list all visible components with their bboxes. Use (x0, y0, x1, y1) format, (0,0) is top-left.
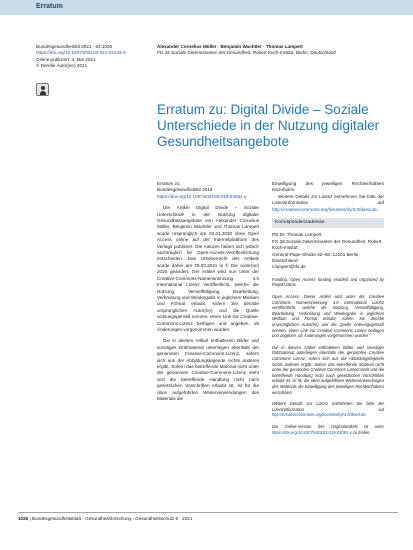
copyright-line: © Der/die Autor(en) 2021 (36, 63, 88, 69)
section-heading: Korrespondenzadresse (272, 218, 384, 228)
paragraph: Einwilligung des jeweiligen Rechteinhabers einzuholen. (272, 181, 384, 193)
body-column-right (272, 181, 384, 435)
contact-street: General-Pape-Straße 62–66, 12101 Berlin, Deutschland (272, 251, 360, 264)
published-date: Online publiziert: 4. Mai 2021 (36, 56, 96, 62)
contact-affiliation: FG 28 Soziale Determinanten der Gesundheit, Robert Koch-Institut (272, 238, 382, 251)
section-band (0, 0, 413, 15)
online-version-note (272, 424, 384, 435)
contact-name: PD Dr. Thomas Lampert (272, 232, 322, 238)
punctuation: . (376, 206, 379, 212)
online-version-end: zu finden. (351, 429, 371, 435)
online-version-link[interactable]: https://doi.org/10.1007/s00103-019-03081-y (272, 429, 352, 435)
author-block (157, 44, 397, 57)
page-footer (18, 516, 398, 522)
license-text: Weitere Details zur Lizenz entnehmen Sie bitte der Lizenzinformation auf (272, 193, 384, 206)
paragraph: Der Artikel Digital Divide – Soziale Unterschiede in der Nutzung digitaler Gesundheitsangebote von Alexander Cornelius Müller, Benjamin Wachtler und Thomas Lampert wurde ursprünglich am 03.01.2020 ohne Open Access online auf der Internetplattform des Verlags publiziert. Die Autoren haben sich jedoch nachträglich für Open-Access-Veröffentlichung entschieden. Das Urheberrecht des Artikels wurde daher am 29.03.2021 in © Die Autor(en) 2020 geändert. Der Artikel wird nun unter der Creative-Commons-Namensnennung 4.0 International Lizenz veröffentlicht, welche die Nutzung, Vervielfältigung, Bearbeitung, Verbreitung und Wiedergabe in jeglichem Medium und Format erlaubt, sofern Sie den/die ursprünglichen Autor(en) und die Quelle ordnungsgemäß nennen, einen Link zur Creative-Commons-Lizenz beifügen und angeben, ob Änderungen vorgenommen wurden. (157, 205, 259, 332)
online-version-text: Die Online-Version des Originalartikels ist unter (272, 423, 384, 429)
authors: Alexander Cornelius Müller · Benjamin Wachtler · Thomas Lampert (157, 44, 303, 49)
article-title: Erratum zu: Digital Divide – Soziale Unterschiede in der Nutzung digitaler Gesundheitsangebote (157, 102, 380, 149)
paragraph: Die in diesem Artikel enthaltenen Bilder und sonstiges Drittmaterial unterliegen ebenfalls der genannten Creative-Commons-Lizenz, sofern sich aus der Abbildungslegende nichts anderes ergibt. Sofern das betreffende Material nicht unter der genannten Creative-Commons-Lizenz steht und die betreffende Handlung nicht nach gesetzlichen Vorschriften erlaubt ist, ist für die oben aufgeführten Weiterverwendungen des Materials die (157, 338, 259, 401)
journal-name: Bundesgesundheitsblatt - Gesundheitsforschung - Gesundheitsschutz 8 · 2021 (32, 516, 193, 521)
erratum-to-label: Erratum zu: (157, 181, 181, 186)
footer-divider (18, 512, 398, 513)
license-note-link[interactable]: http://creativecommons.org/licenses/by/4.0/deed.de (272, 412, 366, 418)
license-note-text: Weitere Details zur Lizenz entnehmen Sie bitte der Lizenzinformation auf (272, 401, 384, 412)
page-number: 1026 (18, 516, 29, 521)
license-link[interactable]: http://creativecommons.org/licenses/by/4.0/deed.de (272, 206, 377, 212)
original-doi-link[interactable]: https://doi.org/10.1007/s00103-019-03081-y (157, 193, 247, 199)
affiliation: FG 28 Soziale Determinanten der Gesundheit, Robert Koch-Institut, Berlin, Deutschland (157, 50, 336, 56)
open-access-note: Open Access. Dieser Artikel wird unter der Creative Commons Namensnennung 4.0 International Lizenz veröffentlicht, welche die Nutzung, Vervielfältigung, Bearbeitung, Verbreitung und Wiedergabe in jeglichem Medium und Format erlaubt, sofern Sie den/die ursprünglichen Autor(en) und die Quelle ordnungsgemäß nennen, einen Link zur Creative Commons Lizenz beifügen und angeben, ob Änderungen vorgenommen wurden. (272, 294, 384, 339)
doi-link[interactable]: https://doi.org/10.1007/s00103-021-03134-9 (36, 50, 126, 56)
footer-separator: | (29, 516, 32, 521)
punctuation: . (365, 412, 367, 418)
funding-note: Funding. Open Access funding enabled and organized by Projekt DEAL. (272, 276, 384, 288)
article-metadata (36, 44, 146, 70)
license-note (272, 401, 384, 418)
paragraph (272, 194, 384, 213)
citation-line: Bundesgesundheitsbl 2021 · 64:1026 (36, 44, 113, 49)
contact-email[interactable]: t.lampert@rki.de (272, 264, 306, 270)
original-citation: Bundesgesundheitsbl 2019 (157, 187, 213, 193)
correspondence-address (272, 232, 384, 270)
section-label: Erratum (36, 3, 63, 10)
third-party-note: Die in diesem Artikel enthaltenen Bilder und sonstiges Drittmaterial unterliegen ebenfalls der genannten Creative Commons Lizenz, sofern sich aus der Abbildungslegende nichts anderes ergibt. Sofern das betreffende Material nicht unter der genannten Creative Commons Lizenz steht und die betreffende Handlung nicht nach gesetzlichen Vorschriften erlaubt ist, ist für die oben aufgeführten Weiterverwendungen des Materials die Einwilligung des jeweiligen Rechteinhabers einzuholen. (272, 344, 384, 395)
body-column-left (157, 181, 259, 402)
person-icon (36, 83, 49, 96)
